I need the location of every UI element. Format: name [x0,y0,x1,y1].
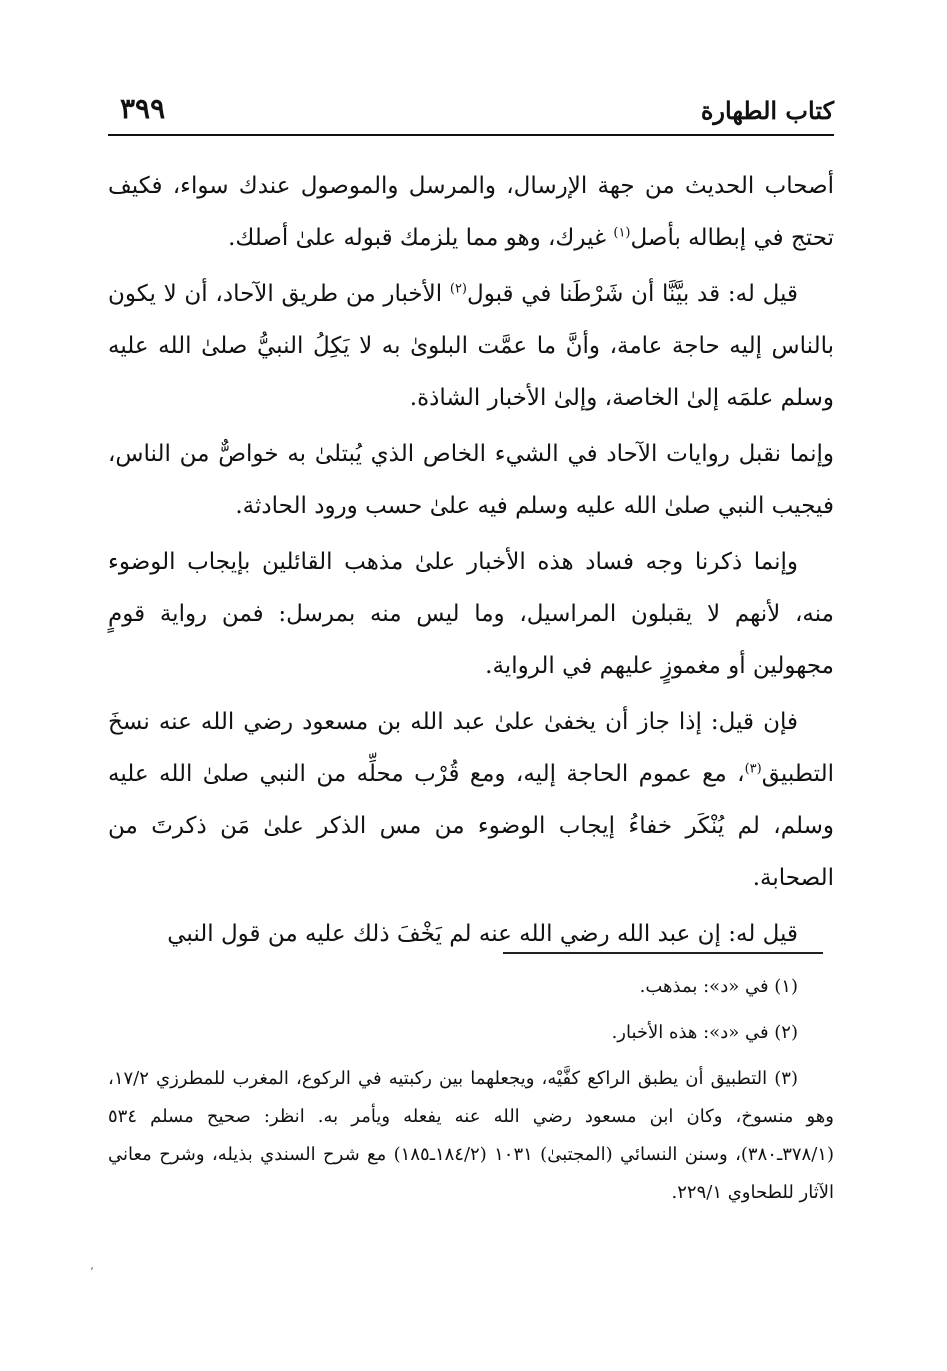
footnote-ref-3[interactable]: (٣) [744,761,762,777]
paragraph-3: وإنما نقبل روايات الآحاد في الشيء الخاص الذي يُبتلىٰ به خواصٌّ من الناس، فيجيب النبي صلىٰ الله عليه وسلم فيه علىٰ حسب ورود الحادثة. [108,441,834,519]
paragraph-1 [108,160,834,264]
paragraph-1-text-a: أصحاب الحديث من جهة الإرسال، والمرسل والموصول عندك سواء، فكيف تحتج في إبطاله بأصل [108,173,834,251]
paragraph-6: قيل له: إن عبد الله رضي الله عنه لم يَخْفَ ذلك عليه من قول النبي [167,921,798,947]
paragraph-5-text-a: فإن قيل: إذا جاز أن يخفىٰ علىٰ عبد الله بن مسعود رضي الله عنه نسخَ التطبيق [108,709,834,787]
paragraph-2-text-a: قيل له: قد بيَّنَّا أن شَرْطَنا في قبول [467,281,798,307]
footnotes [108,968,834,1220]
paragraph-5-text-b: ، مع عموم الحاجة إليه، ومع قُرْب محلِّه من النبي صلىٰ الله عليه وسلم، لم يُنْكَر خفاءُ إيجاب الوضوء من مس الذكر علىٰ مَن ذكرتَ من الصحابة. [108,761,834,891]
page-number: ٣٩٩ [120,92,166,125]
paragraph-1-text-b: غيرك، وهو مما يلزمك قبوله علىٰ أصلك. [228,225,614,251]
paragraph-4: وإنما ذكرنا وجه فساد هذه الأخبار علىٰ مذهب القائلين بإيجاب الوضوء منه، لأنهم لا يقبلون المراسيل، وما ليس منه بمرسل: فمن رواية قومٍ مجهولين أو مغموزٍ عليهم في الرواية. [108,549,834,679]
running-header [108,92,834,136]
paragraph-2 [108,268,834,424]
footnote-1: (١) في «د»: بمذهب. [639,976,798,997]
paragraph-5 [108,696,834,904]
header-title: كتاب الطهارة [700,96,834,125]
footnote-ref-1[interactable]: (١) [613,225,631,241]
scan-speck: ٬ [90,1265,94,1279]
paragraph-2-text-b: الأخبار من طريق الآحاد، أن لا يكون بالناس إليه حاجة عامة، وأنَّ ما عمَّت البلوىٰ به لا يَكِلُ النبيُّ صلىٰ الله عليه وسلم علمَه إلىٰ الخاصة، وإلىٰ الأخبار الشاذة. [108,281,834,411]
main-text [108,160,834,964]
footnote-2: (٢) في «د»: هذه الأخبار. [611,1022,798,1043]
footnote-ref-2[interactable]: (٢) [449,281,467,297]
footnote-separator [503,952,823,954]
footnote-3: (٣) التطبيق أن يطبق الراكع كفَّيْه، ويجعلهما بين ركبتيه في الركوع، المغرب للمطرزي ١٧/٢، وهو منسوخ، وكان ابن مسعود رضي الله عنه يفعله ويأمر به. انظر: صحيح مسلم ٥٣٤ (٣٧٨/١ـ٣٨٠)، وسنن النسائي (المجتبىٰ) ١٠٣١ (١٨٤/٢ـ١٨٥) مع شرح السندي بذيله، وشرح معاني الآثار للطحاوي ٢٢٩/١. [108,1068,834,1203]
